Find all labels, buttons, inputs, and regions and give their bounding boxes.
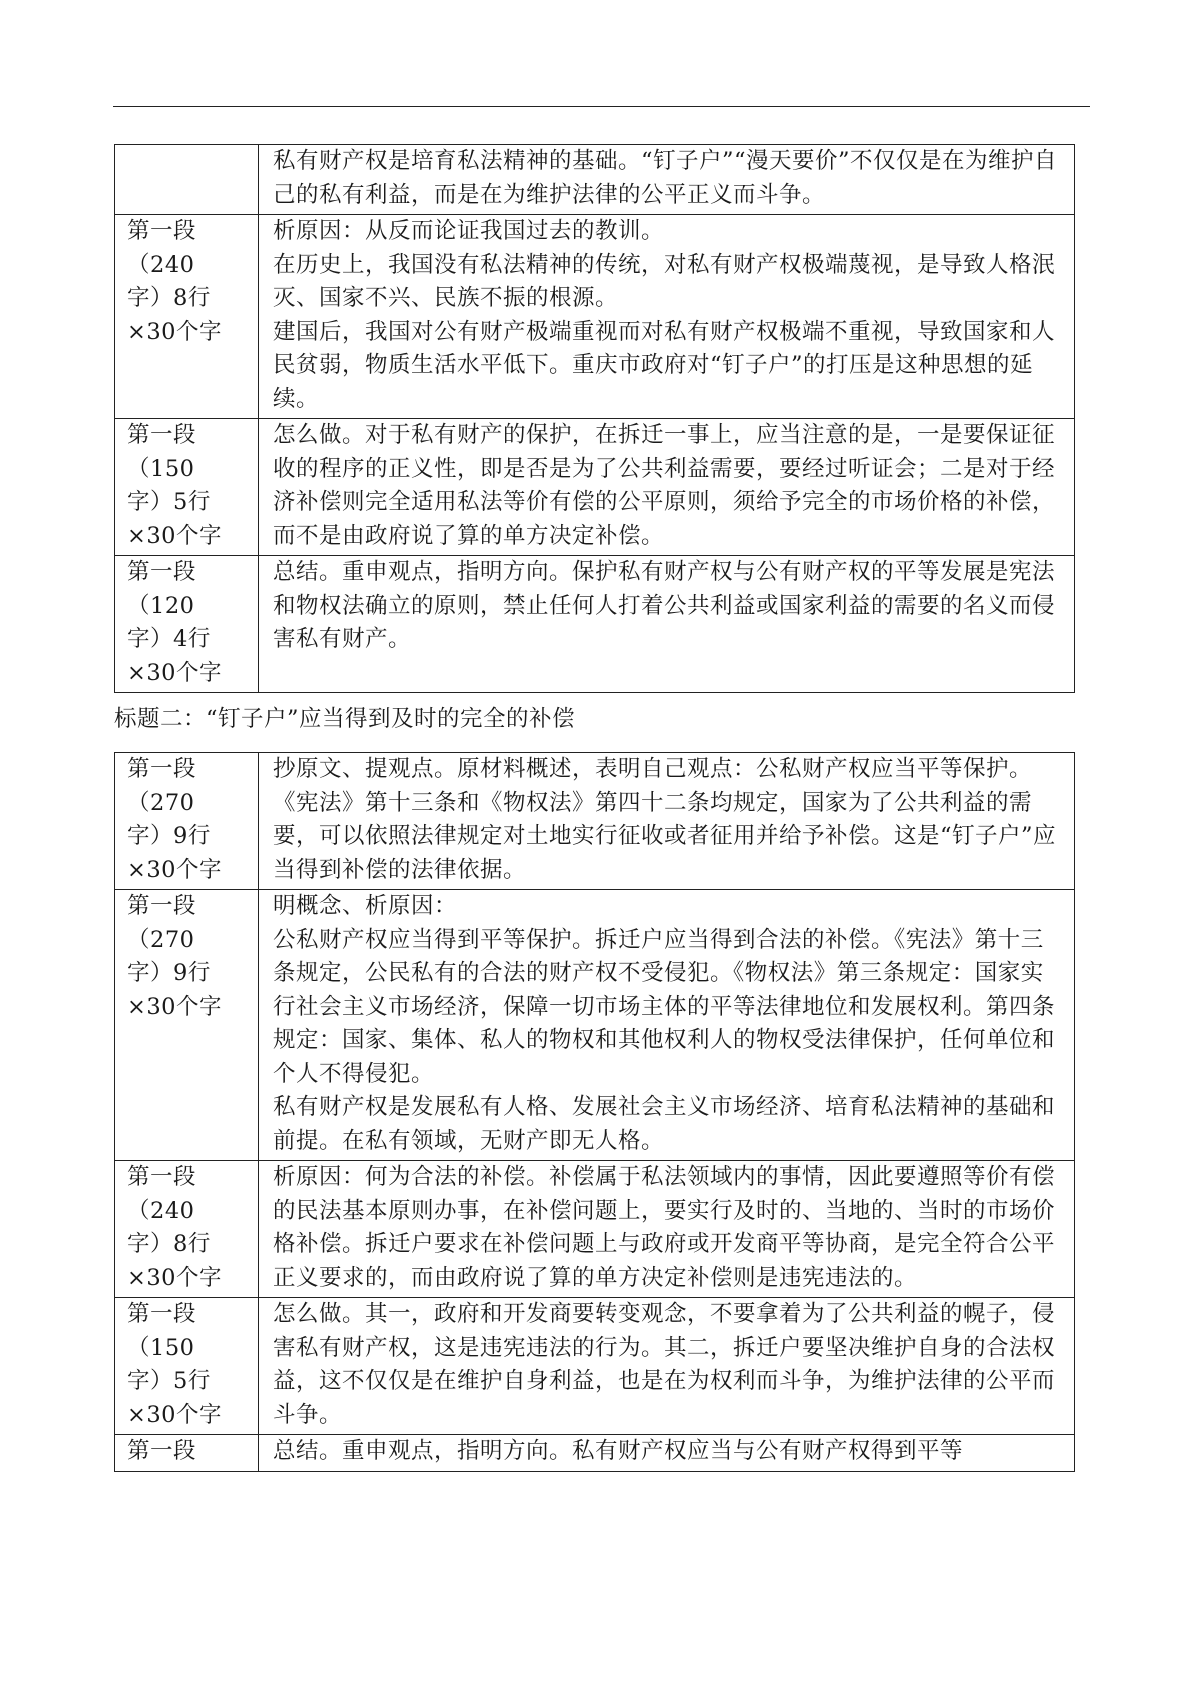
label-line: （270 [127,926,195,953]
label-line: 第一段 [127,559,197,585]
content-paragraph: 建国后，我国对公有财产极端重视而对私有财产权极端不重视，导致国家和人民贫弱，物质生活水平低下。重庆市政府对“钉子户”的打压是这种思想的延续。 [273,318,1056,412]
row-content-cell [259,1161,1075,1298]
content-paragraph: 私有财产权是发展私有人格、发展社会主义市场经济、培育私法精神的基础和前提。在私有领域，无财产即无人格。 [273,1094,1056,1154]
label-line: 第一段 [127,1438,197,1464]
row-label-cell [115,1298,259,1435]
content-paragraph: 《宪法》第十三条和《物权法》第四十二条均规定，国家为了公共利益的需要，可以依照法律规定对土地实行征收或者征用并给予补偿。这是“钉子户”应当得到补偿的法律依据。 [273,789,1057,883]
label-line: 字）8行 [127,1231,211,1257]
label-line: 第一段 [127,893,197,919]
label-line: 第一段 [127,422,197,448]
content-paragraph: 公私财产权应当得到平等保护。拆迁户应当得到合法的补偿。《宪法》第十三条规定，公民私有的合法的财产权不受侵犯。《物权法》第三条规定：国家实行社会主义市场经济，保障一切市场主体的平等法律地位和发展权利。第四条规定：国家、集体、私人的物权和其他权利人的物权受法律保护，任何单位和个人不得侵犯。 [273,926,1056,1087]
table-row [115,145,1075,215]
label-line: ×30个字 [127,1264,222,1291]
row-content-cell [259,145,1075,215]
row-content-cell [259,1298,1075,1435]
label-line: 第一段 [127,1164,197,1190]
content-paragraph: 私有财产权是培育私法精神的基础。“钉子户”“漫天要价”不仅仅是在为维护自己的私有利益，而是在为维护法律的公平正义而斗争。 [273,148,1058,208]
content-paragraph: 抄原文、提观点。原材料概述，表明自己观点：公私财产权应当平等保护。 [273,756,1033,782]
table-row [115,215,1075,419]
header-rule [113,106,1090,107]
content-paragraph: 总结。重申观点，指明方向。私有财产权应当与公有财产权得到平等 [273,1438,964,1464]
label-line: （150 [127,455,195,482]
label-line: 字）4行 [127,626,211,652]
table-row [115,556,1075,693]
row-label-cell [115,419,259,556]
label-line: ×30个字 [127,1401,222,1428]
content-paragraph: 明概念、析原因： [273,893,458,919]
table-row [115,1161,1075,1298]
content-paragraph: 总结。重申观点，指明方向。保护私有财产权与公有财产权的平等发展是宪法和物权法确立的原则，禁止任何人打着公共利益或国家利益的需要的名义而侵害私有财产。 [273,559,1056,652]
section-heading: 标题二：“钉子户”应当得到及时的完全的补偿 [114,706,576,732]
row-label-cell [115,1161,259,1298]
row-label-cell [115,556,259,693]
content-paragraph: 怎么做。其一，政府和开发商要转变观念，不要拿着为了公共利益的幌子，侵害私有财产权，这是违宪违法的行为。其二，拆迁户要坚决维护自身的合法权益，这不仅仅是在维护自身利益，也是在为权利而斗争，为维护法律的公平而斗争。 [273,1301,1056,1428]
row-label-cell [115,753,259,890]
label-line: （240 [127,251,195,278]
label-line: 字）9行 [127,823,211,849]
row-label-cell [115,215,259,419]
table-row [115,890,1075,1161]
label-line: （150 [127,1334,195,1361]
label-line: ×30个字 [127,318,222,345]
label-line: ×30个字 [127,659,222,686]
content-paragraph: 析原因：从反而论证我国过去的教训。 [273,218,665,244]
label-line: 字）9行 [127,960,211,986]
label-line: 第一段 [127,218,197,244]
row-label-cell [115,1435,259,1472]
outline-table-1 [114,144,1075,693]
label-line: （240 [127,1197,195,1224]
label-line: 第一段 [127,1301,197,1327]
row-content-cell [259,556,1075,693]
row-content-cell [259,215,1075,419]
row-content-cell [259,753,1075,890]
label-line: ×30个字 [127,856,222,883]
row-content-cell [259,1435,1075,1472]
row-label-cell [115,145,259,215]
outline-table-2 [114,752,1075,1472]
label-line: 字）5行 [127,1368,211,1394]
label-line: 字）5行 [127,489,211,515]
table-row [115,1435,1075,1472]
row-label-cell [115,890,259,1161]
table-row [115,1298,1075,1435]
row-content-cell [259,890,1075,1161]
label-line: 字）8行 [127,285,211,311]
content-paragraph: 在历史上，我国没有私法精神的传统，对私有财产权极端蔑视，是导致人格泯灭、国家不兴、民族不振的根源。 [273,251,1056,311]
label-line: ×30个字 [127,993,222,1020]
label-line: （270 [127,789,195,816]
row-content-cell [259,419,1075,556]
content-paragraph: 析原因：何为合法的补偿。补偿属于私法领域内的事情，因此要遵照等价有偿的民法基本原则办事，在补偿问题上，要实行及时的、当地的、当时的市场价格补偿。拆迁户要求在补偿问题上与政府或开发商平等协商，是完全符合公平正义要求的，而由政府说了算的单方决定补偿则是违宪违法的。 [273,1164,1056,1291]
table-row [115,419,1075,556]
table-row [115,753,1075,890]
label-line: ×30个字 [127,522,222,549]
label-line: 第一段 [127,756,197,782]
content-paragraph: 怎么做。对于私有财产的保护，在拆迁一事上，应当注意的是，一是要保证征收的程序的正义性，即是否是为了公共利益需要，要经过听证会；二是对于经济补偿则完全适用私法等价有偿的公平原则，须给予完全的市场价格的补偿，而不是由政府说了算的单方决定补偿。 [273,422,1056,549]
label-line: （120 [127,592,195,619]
